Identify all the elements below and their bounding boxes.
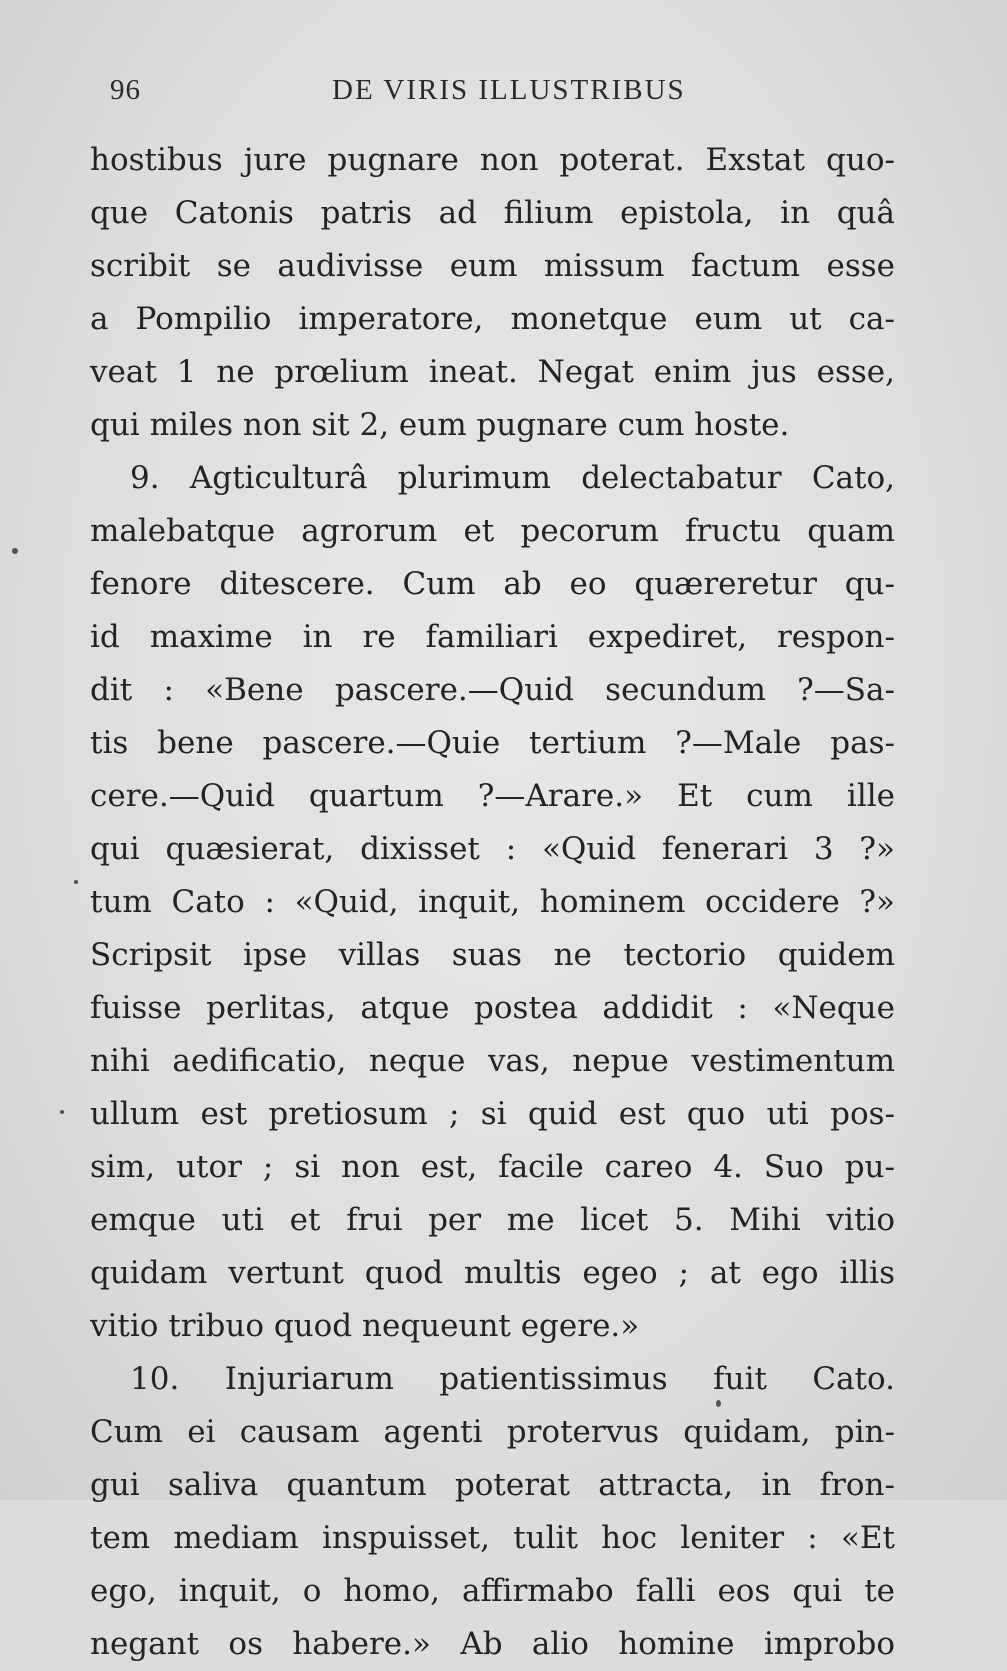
text-line: quidam vertunt quod multis egeo ; at ego illis (90, 1255, 895, 1291)
text-line: tis bene pascere.—Quie tertium ?—Male pas- (90, 725, 895, 761)
text-line: malebatque agrorum et pecorum fructu quam (90, 513, 895, 549)
text-line: sim, utor ; si non est, facile careo 4. Suo pu- (90, 1149, 895, 1185)
text-line: a Pompilio imperatore, monetque eum ut ca- (90, 301, 895, 337)
text-line: id maxime in re familiari expediret, respon- (90, 619, 895, 655)
text-line: dit : «Bene pascere.—Quid secundum ?—Sa- (90, 672, 895, 708)
text-line: qui miles non sit 2, eum pugnare cum hoste. (90, 407, 790, 443)
text-line: veat 1 ne prœlium ineat. Negat enim jus esse, (90, 354, 895, 390)
text-line: emque uti et frui per me licet 5. Mihi vitio (90, 1202, 895, 1238)
text-line: 10. Injuriarum patientissimus fuit Cato. (130, 1361, 895, 1397)
text-line: Cum ei causam agenti protervus quidam, pin- (90, 1414, 895, 1450)
print-speck (74, 880, 78, 884)
body-text (90, 134, 895, 1671)
text-line: fenore ditescere. Cum ab eo quæreretur qu- (90, 566, 895, 602)
text-line: vitio tribuo quod nequeunt egere.» (90, 1308, 640, 1344)
text-line: nihi aedificatio, neque vas, nepue vestimentum (90, 1043, 895, 1079)
text-line: que Catonis patris ad filium epistola, in quâ (90, 195, 895, 231)
text-line: scribit se audivisse eum missum factum esse (90, 248, 895, 284)
page-number: 96 (110, 74, 141, 106)
text-line: ego, inquit, o homo, affirmabo falli eos qui te (90, 1573, 895, 1609)
running-title: DE VIRIS ILLUSTRIBUS (332, 74, 686, 106)
text-line: qui quæsierat, dixisset : «Quid fenerari 3 ?» (90, 831, 895, 867)
text-line: cere.—Quid quartum ?—Arare.» Et cum ille (90, 778, 895, 814)
text-line: fuisse perlitas, atque postea addidit : «Neque (90, 990, 895, 1026)
text-line: 9. Agticulturâ plurimum delectabatur Cato, (130, 460, 895, 496)
print-speck (12, 548, 18, 554)
text-line: ullum est pretiosum ; si quid est quo uti pos- (90, 1096, 895, 1132)
text-line: negant os habere.» Ab alio homine improbo (90, 1626, 895, 1662)
print-speck (60, 1110, 64, 1114)
text-line: gui saliva quantum poterat attracta, in fron- (90, 1467, 895, 1503)
text-line: Scripsit ipse villas suas ne tectorio quidem (90, 937, 895, 973)
text-line: hostibus jure pugnare non poterat. Exstat quo- (90, 142, 895, 178)
page-header (110, 74, 890, 114)
text-line: tem mediam inspuisset, tulit hoc leniter : «Et (90, 1520, 895, 1556)
text-line: tum Cato : «Quid, inquit, hominem occidere ?» (90, 884, 895, 920)
print-speck (716, 1400, 721, 1407)
